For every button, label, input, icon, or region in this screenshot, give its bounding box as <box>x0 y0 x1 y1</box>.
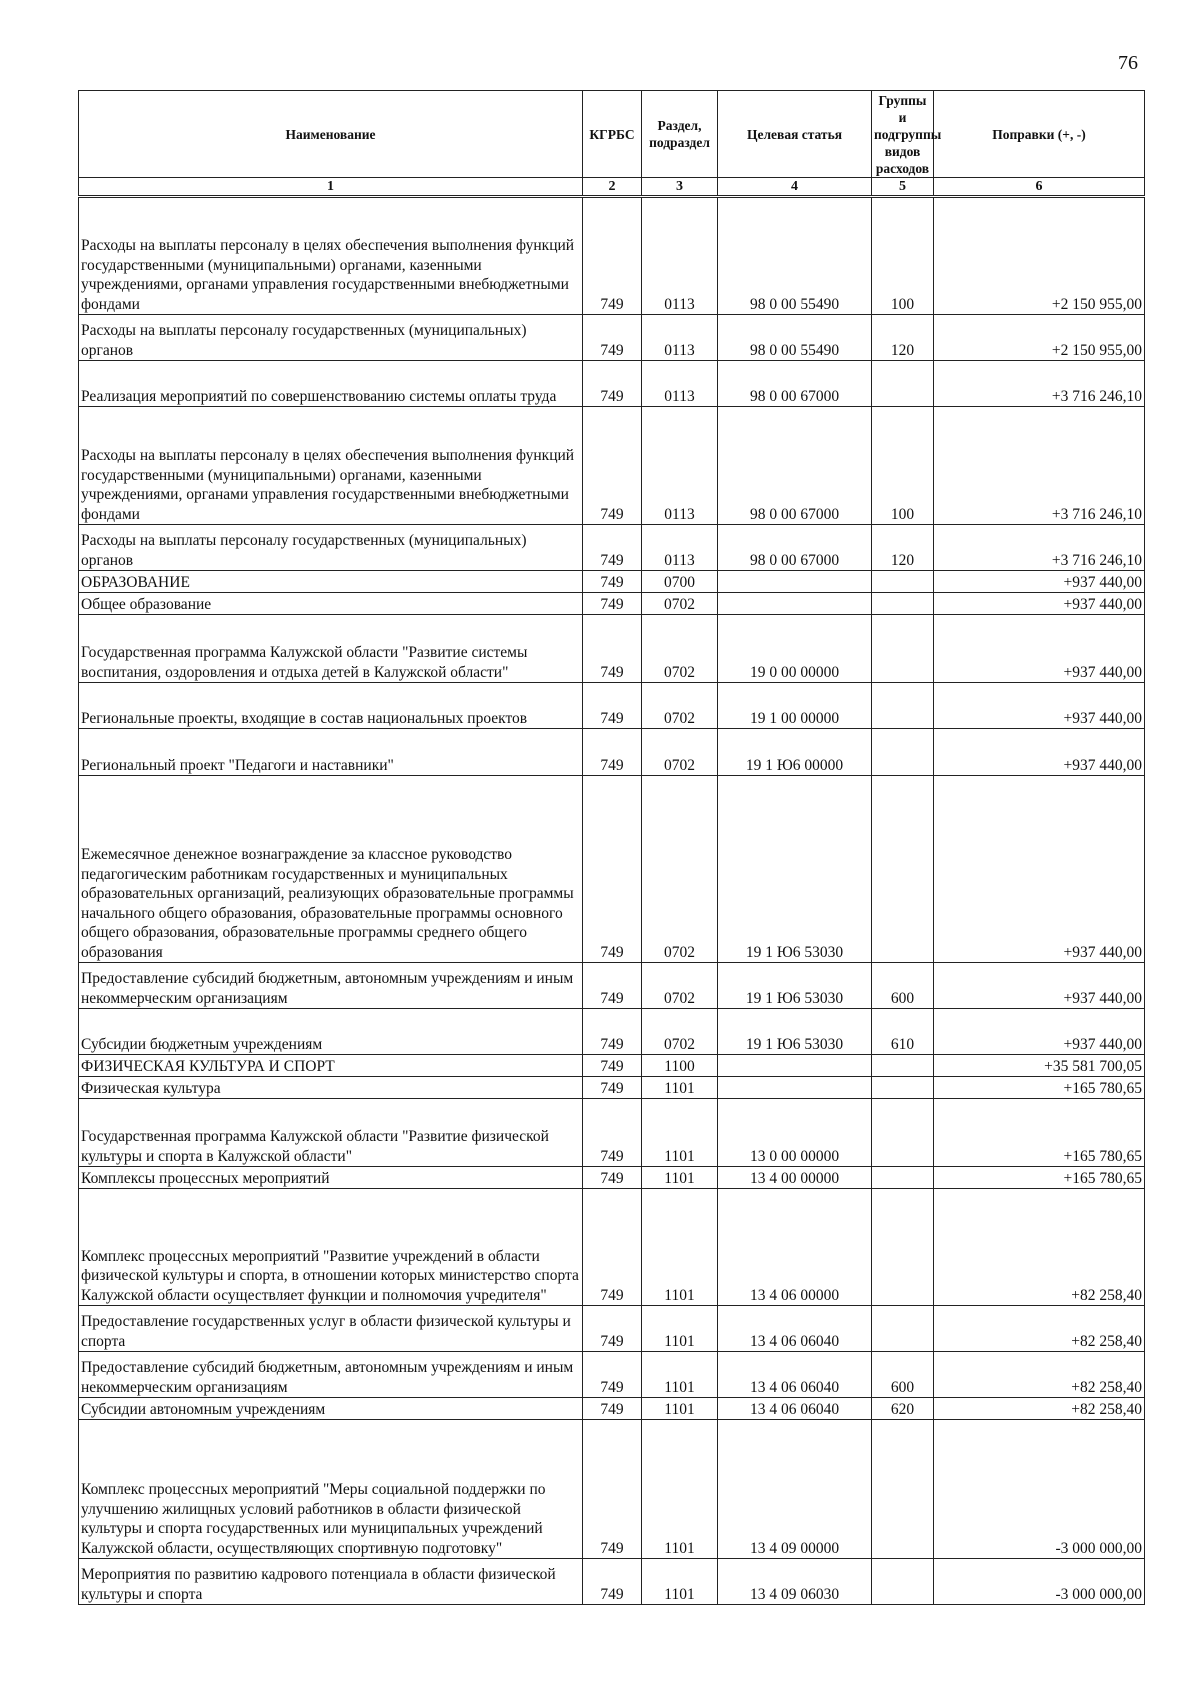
cell-section: 0113 <box>642 197 718 315</box>
cell-kgrbs: 749 <box>583 1398 642 1420</box>
cell-kgrbs: 749 <box>583 1352 642 1398</box>
table-row <box>79 1352 1145 1398</box>
cell-group <box>872 593 934 615</box>
cell-group: 600 <box>872 1352 934 1398</box>
cell-section: 0113 <box>642 361 718 407</box>
table-row <box>79 1055 1145 1077</box>
table-row <box>79 1077 1145 1099</box>
cell-name: Региональный проект "Педагоги и наставники" <box>79 729 583 776</box>
cell-kgrbs: 749 <box>583 1099 642 1167</box>
cell-name: Расходы на выплаты персоналу в целях обеспечения выполнения функций государственными (муниципальными) органами, казенными учреждениями, органами управления государственными внебюджетными фондами <box>79 197 583 315</box>
column-number: 5 <box>872 178 934 197</box>
cell-target: 13 4 09 00000 <box>718 1420 872 1559</box>
cell-section: 0702 <box>642 593 718 615</box>
table-row <box>79 361 1145 407</box>
cell-name: Государственная программа Калужской области "Развитие системы воспитания, оздоровления и отдыха детей в Калужской области" <box>79 615 583 683</box>
cell-group <box>872 729 934 776</box>
table-row <box>79 1189 1145 1306</box>
cell-name: Общее образование <box>79 593 583 615</box>
cell-target: 98 0 00 67000 <box>718 361 872 407</box>
cell-kgrbs: 749 <box>583 683 642 729</box>
cell-section: 1101 <box>642 1099 718 1167</box>
cell-amount: +2 150 955,00 <box>934 197 1145 315</box>
cell-amount: +937 440,00 <box>934 1009 1145 1055</box>
cell-amount: +937 440,00 <box>934 963 1145 1009</box>
cell-kgrbs: 749 <box>583 315 642 361</box>
cell-group <box>872 683 934 729</box>
cell-target: 13 4 00 00000 <box>718 1167 872 1189</box>
table-row <box>79 571 1145 593</box>
cell-section: 0702 <box>642 683 718 729</box>
cell-kgrbs: 749 <box>583 361 642 407</box>
column-number: 3 <box>642 178 718 197</box>
table-row <box>79 1398 1145 1420</box>
table-row <box>79 525 1145 571</box>
cell-name: Физическая культура <box>79 1077 583 1099</box>
cell-section: 1101 <box>642 1420 718 1559</box>
cell-amount: +937 440,00 <box>934 776 1145 963</box>
table-row <box>79 683 1145 729</box>
cell-amount: +165 780,65 <box>934 1077 1145 1099</box>
cell-target: 19 0 00 00000 <box>718 615 872 683</box>
cell-section: 0700 <box>642 571 718 593</box>
cell-section: 1101 <box>642 1398 718 1420</box>
cell-name: Предоставление субсидий бюджетным, автономным учреждениям и иным некоммерческим организациям <box>79 1352 583 1398</box>
cell-target: 98 0 00 55490 <box>718 197 872 315</box>
table-row <box>79 729 1145 776</box>
cell-group <box>872 571 934 593</box>
cell-amount: +937 440,00 <box>934 593 1145 615</box>
column-number: 1 <box>79 178 583 197</box>
cell-section: 1101 <box>642 1352 718 1398</box>
cell-amount: -3 000 000,00 <box>934 1420 1145 1559</box>
cell-name: Комплекс процессных мероприятий "Развитие учреждений в области физической культуры и спорта, в отношении которых министерство спорта Калужской области осуществляет функции и полномочия учредителя" <box>79 1189 583 1306</box>
table-row <box>79 315 1145 361</box>
cell-target <box>718 1055 872 1077</box>
cell-section: 0702 <box>642 776 718 963</box>
column-number: 6 <box>934 178 1145 197</box>
cell-group <box>872 615 934 683</box>
cell-name: Предоставление субсидий бюджетным, автономным учреждениям и иным некоммерческим организациям <box>79 963 583 1009</box>
cell-name: Расходы на выплаты персоналу в целях обеспечения выполнения функций государственными (муниципальными) органами, казенными учреждениями, органами управления государственными внебюджетными фондами <box>79 407 583 525</box>
header-kgrbs: КГРБС <box>583 91 642 178</box>
cell-target <box>718 571 872 593</box>
table-row <box>79 197 1145 315</box>
page-number: 76 <box>1118 52 1138 74</box>
cell-amount: +937 440,00 <box>934 729 1145 776</box>
cell-group <box>872 361 934 407</box>
cell-name: ОБРАЗОВАНИЕ <box>79 571 583 593</box>
cell-section: 1100 <box>642 1055 718 1077</box>
cell-target: 13 0 00 00000 <box>718 1099 872 1167</box>
cell-kgrbs: 749 <box>583 729 642 776</box>
cell-group <box>872 1306 934 1352</box>
cell-name: Комплекс процессных мероприятий "Меры социальной поддержки по улучшению жилищных условий работников в области физической культуры и спорта государственных или муниципальных учреждений Калужской области, осуществляющих спортивную подготовку" <box>79 1420 583 1559</box>
header-amendments: Поправки (+, -) <box>934 91 1145 178</box>
cell-section: 1101 <box>642 1167 718 1189</box>
table-row <box>79 407 1145 525</box>
cell-name: Региональные проекты, входящие в состав национальных проектов <box>79 683 583 729</box>
cell-kgrbs: 749 <box>583 963 642 1009</box>
cell-section: 1101 <box>642 1306 718 1352</box>
budget-table <box>78 90 1145 1605</box>
cell-amount: +3 716 246,10 <box>934 361 1145 407</box>
cell-amount: +35 581 700,05 <box>934 1055 1145 1077</box>
cell-target: 13 4 06 00000 <box>718 1189 872 1306</box>
cell-group: 600 <box>872 963 934 1009</box>
cell-kgrbs: 749 <box>583 1420 642 1559</box>
cell-section: 0113 <box>642 407 718 525</box>
header-target: Целевая статья <box>718 91 872 178</box>
cell-target: 19 1 Ю6 53030 <box>718 776 872 963</box>
cell-target: 13 4 06 06040 <box>718 1398 872 1420</box>
cell-kgrbs: 749 <box>583 1189 642 1306</box>
cell-target <box>718 593 872 615</box>
cell-kgrbs: 749 <box>583 776 642 963</box>
cell-kgrbs: 749 <box>583 1167 642 1189</box>
cell-section: 0702 <box>642 1009 718 1055</box>
cell-kgrbs: 749 <box>583 615 642 683</box>
cell-kgrbs: 749 <box>583 1009 642 1055</box>
cell-amount: +3 716 246,10 <box>934 407 1145 525</box>
cell-target: 13 4 06 06040 <box>718 1352 872 1398</box>
cell-name: Предоставление государственных услуг в области физической культуры и спорта <box>79 1306 583 1352</box>
cell-group <box>872 1189 934 1306</box>
cell-group <box>872 1099 934 1167</box>
cell-group: 100 <box>872 197 934 315</box>
table-row <box>79 776 1145 963</box>
cell-group <box>872 1055 934 1077</box>
cell-name: ФИЗИЧЕСКАЯ КУЛЬТУРА И СПОРТ <box>79 1055 583 1077</box>
cell-amount: +165 780,65 <box>934 1099 1145 1167</box>
column-number: 2 <box>583 178 642 197</box>
cell-name: Ежемесячное денежное вознаграждение за классное руководство педагогическим работникам государственных и муниципальных образовательных организаций, реализующих образовательные программы начального общего образования, образовательные программы основного общего образования, образовательные программы среднего общего образования <box>79 776 583 963</box>
cell-kgrbs: 749 <box>583 1559 642 1605</box>
cell-kgrbs: 749 <box>583 197 642 315</box>
cell-target: 13 4 06 06040 <box>718 1306 872 1352</box>
cell-section: 0113 <box>642 525 718 571</box>
table-row <box>79 593 1145 615</box>
cell-group: 120 <box>872 525 934 571</box>
cell-group <box>872 1077 934 1099</box>
cell-amount: +165 780,65 <box>934 1167 1145 1189</box>
header-name: Наименование <box>79 91 583 178</box>
cell-target: 19 1 00 00000 <box>718 683 872 729</box>
cell-kgrbs: 749 <box>583 1055 642 1077</box>
header-groups: Группы и подгруппы видов расходов <box>872 91 934 178</box>
cell-target <box>718 1077 872 1099</box>
table-row <box>79 1167 1145 1189</box>
cell-amount: +82 258,40 <box>934 1189 1145 1306</box>
cell-section: 1101 <box>642 1077 718 1099</box>
cell-section: 0702 <box>642 729 718 776</box>
cell-group <box>872 1167 934 1189</box>
cell-group: 620 <box>872 1398 934 1420</box>
cell-target: 98 0 00 67000 <box>718 407 872 525</box>
cell-amount: +82 258,40 <box>934 1306 1145 1352</box>
column-number: 4 <box>718 178 872 197</box>
cell-amount: +82 258,40 <box>934 1398 1145 1420</box>
cell-kgrbs: 749 <box>583 1306 642 1352</box>
cell-kgrbs: 749 <box>583 407 642 525</box>
table-row <box>79 1009 1145 1055</box>
header-section: Раздел, подраздел <box>642 91 718 178</box>
cell-kgrbs: 749 <box>583 571 642 593</box>
cell-group: 610 <box>872 1009 934 1055</box>
cell-amount: +2 150 955,00 <box>934 315 1145 361</box>
cell-section: 1101 <box>642 1189 718 1306</box>
cell-name: Субсидии бюджетным учреждениям <box>79 1009 583 1055</box>
cell-name: Государственная программа Калужской области "Развитие физической культуры и спорта в Калужской области" <box>79 1099 583 1167</box>
cell-group: 120 <box>872 315 934 361</box>
table-row <box>79 1306 1145 1352</box>
cell-section: 1101 <box>642 1559 718 1605</box>
cell-group <box>872 1420 934 1559</box>
table-row <box>79 1420 1145 1559</box>
cell-target: 13 4 09 06030 <box>718 1559 872 1605</box>
cell-name: Комплексы процессных мероприятий <box>79 1167 583 1189</box>
column-number-row <box>79 178 1145 197</box>
cell-section: 0113 <box>642 315 718 361</box>
table-row <box>79 1099 1145 1167</box>
cell-name: Субсидии автономным учреждениям <box>79 1398 583 1420</box>
header-row <box>79 91 1145 178</box>
table-row <box>79 615 1145 683</box>
cell-target: 98 0 00 55490 <box>718 315 872 361</box>
cell-name: Мероприятия по развитию кадрового потенциала в области физической культуры и спорта <box>79 1559 583 1605</box>
cell-kgrbs: 749 <box>583 1077 642 1099</box>
table-row <box>79 963 1145 1009</box>
cell-amount: +937 440,00 <box>934 683 1145 729</box>
cell-kgrbs: 749 <box>583 593 642 615</box>
cell-name: Реализация мероприятий по совершенствованию системы оплаты труда <box>79 361 583 407</box>
cell-section: 0702 <box>642 615 718 683</box>
cell-amount: -3 000 000,00 <box>934 1559 1145 1605</box>
cell-section: 0702 <box>642 963 718 1009</box>
cell-target: 19 1 Ю6 53030 <box>718 963 872 1009</box>
cell-name: Расходы на выплаты персоналу государственных (муниципальных) органов <box>79 315 583 361</box>
cell-group <box>872 776 934 963</box>
cell-amount: +937 440,00 <box>934 615 1145 683</box>
cell-group: 100 <box>872 407 934 525</box>
cell-amount: +3 716 246,10 <box>934 525 1145 571</box>
cell-target: 98 0 00 67000 <box>718 525 872 571</box>
table-row <box>79 1559 1145 1605</box>
cell-target: 19 1 Ю6 00000 <box>718 729 872 776</box>
cell-name: Расходы на выплаты персоналу государственных (муниципальных) органов <box>79 525 583 571</box>
cell-amount: +937 440,00 <box>934 571 1145 593</box>
cell-group <box>872 1559 934 1605</box>
cell-kgrbs: 749 <box>583 525 642 571</box>
cell-amount: +82 258,40 <box>934 1352 1145 1398</box>
cell-target: 19 1 Ю6 53030 <box>718 1009 872 1055</box>
